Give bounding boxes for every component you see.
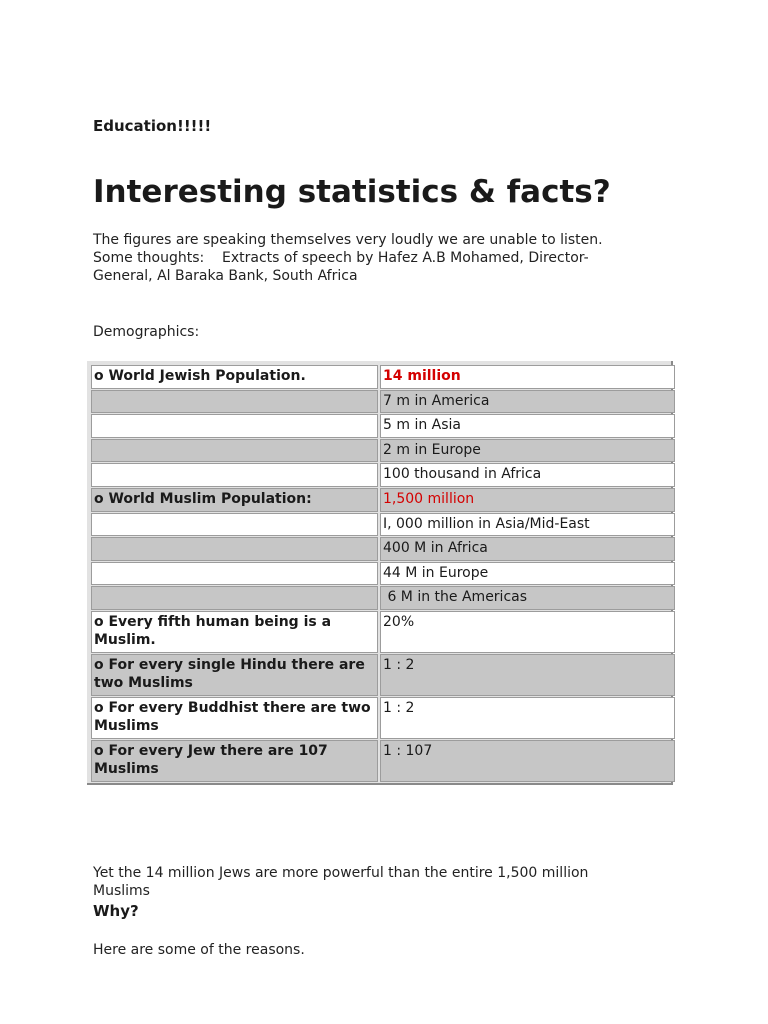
document-title: Interesting statistics & facts? bbox=[93, 174, 611, 210]
table-cell-label: o Every fifth human being is a Muslim. bbox=[91, 611, 378, 653]
intro-line: General, Al Baraka Bank, South Africa bbox=[93, 268, 358, 284]
table-cell-label: o For every Buddhist there are two Muslims bbox=[91, 697, 378, 739]
closing-line: Muslims bbox=[93, 883, 150, 899]
table-cell-value: 1 : 2 bbox=[380, 654, 675, 696]
table-cell-label bbox=[91, 586, 378, 610]
why-heading: Why? bbox=[93, 902, 139, 920]
table-cell-label: o World Muslim Population: bbox=[91, 488, 378, 512]
reasons-text: Here are some of the reasons. bbox=[93, 942, 305, 958]
table-cell-label bbox=[91, 562, 378, 586]
table-cell-label bbox=[91, 439, 378, 463]
table-cell-label: o For every single Hindu there are two Muslims bbox=[91, 654, 378, 696]
document-kicker: Education!!!!! bbox=[93, 117, 212, 135]
table-cell-value: 20% bbox=[380, 611, 675, 653]
section-label: Demographics: bbox=[93, 324, 200, 340]
table-cell-label: o For every Jew there are 107 Muslims bbox=[91, 740, 378, 782]
table-cell-label bbox=[91, 513, 378, 537]
stats-table bbox=[87, 361, 673, 785]
table-cell-value: 2 m in Europe bbox=[380, 439, 675, 463]
table-cell-value: 1 : 107 bbox=[380, 740, 675, 782]
table-cell-value: 5 m in Asia bbox=[380, 414, 675, 438]
intro-paragraph bbox=[93, 231, 663, 285]
table-cell-value: 100 thousand in Africa bbox=[380, 463, 675, 487]
table-cell-label bbox=[91, 537, 378, 561]
table-cell-value: I, 000 million in Asia/Mid-East bbox=[380, 513, 675, 537]
closing-paragraph bbox=[93, 864, 663, 900]
intro-line: Some thoughts: Extracts of speech by Hafez A.B Mohamed, Director- bbox=[93, 250, 589, 266]
table-cell-label: o World Jewish Population. bbox=[91, 365, 378, 389]
table-cell-value: 6 M in the Americas bbox=[380, 586, 675, 610]
intro-line: The figures are speaking themselves very loudly we are unable to listen. bbox=[93, 232, 603, 248]
table-cell-value: 400 M in Africa bbox=[380, 537, 675, 561]
table-cell-value: 1 : 2 bbox=[380, 697, 675, 739]
table-cell-value: 44 M in Europe bbox=[380, 562, 675, 586]
table-cell-label bbox=[91, 414, 378, 438]
table-cell-label bbox=[91, 390, 378, 414]
closing-line: Yet the 14 million Jews are more powerful than the entire 1,500 million bbox=[93, 865, 589, 881]
table-cell-value: 1,500 million bbox=[380, 488, 675, 512]
table-cell-value: 14 million bbox=[380, 365, 675, 389]
table-cell-label bbox=[91, 463, 378, 487]
table-cell-value: 7 m in America bbox=[380, 390, 675, 414]
